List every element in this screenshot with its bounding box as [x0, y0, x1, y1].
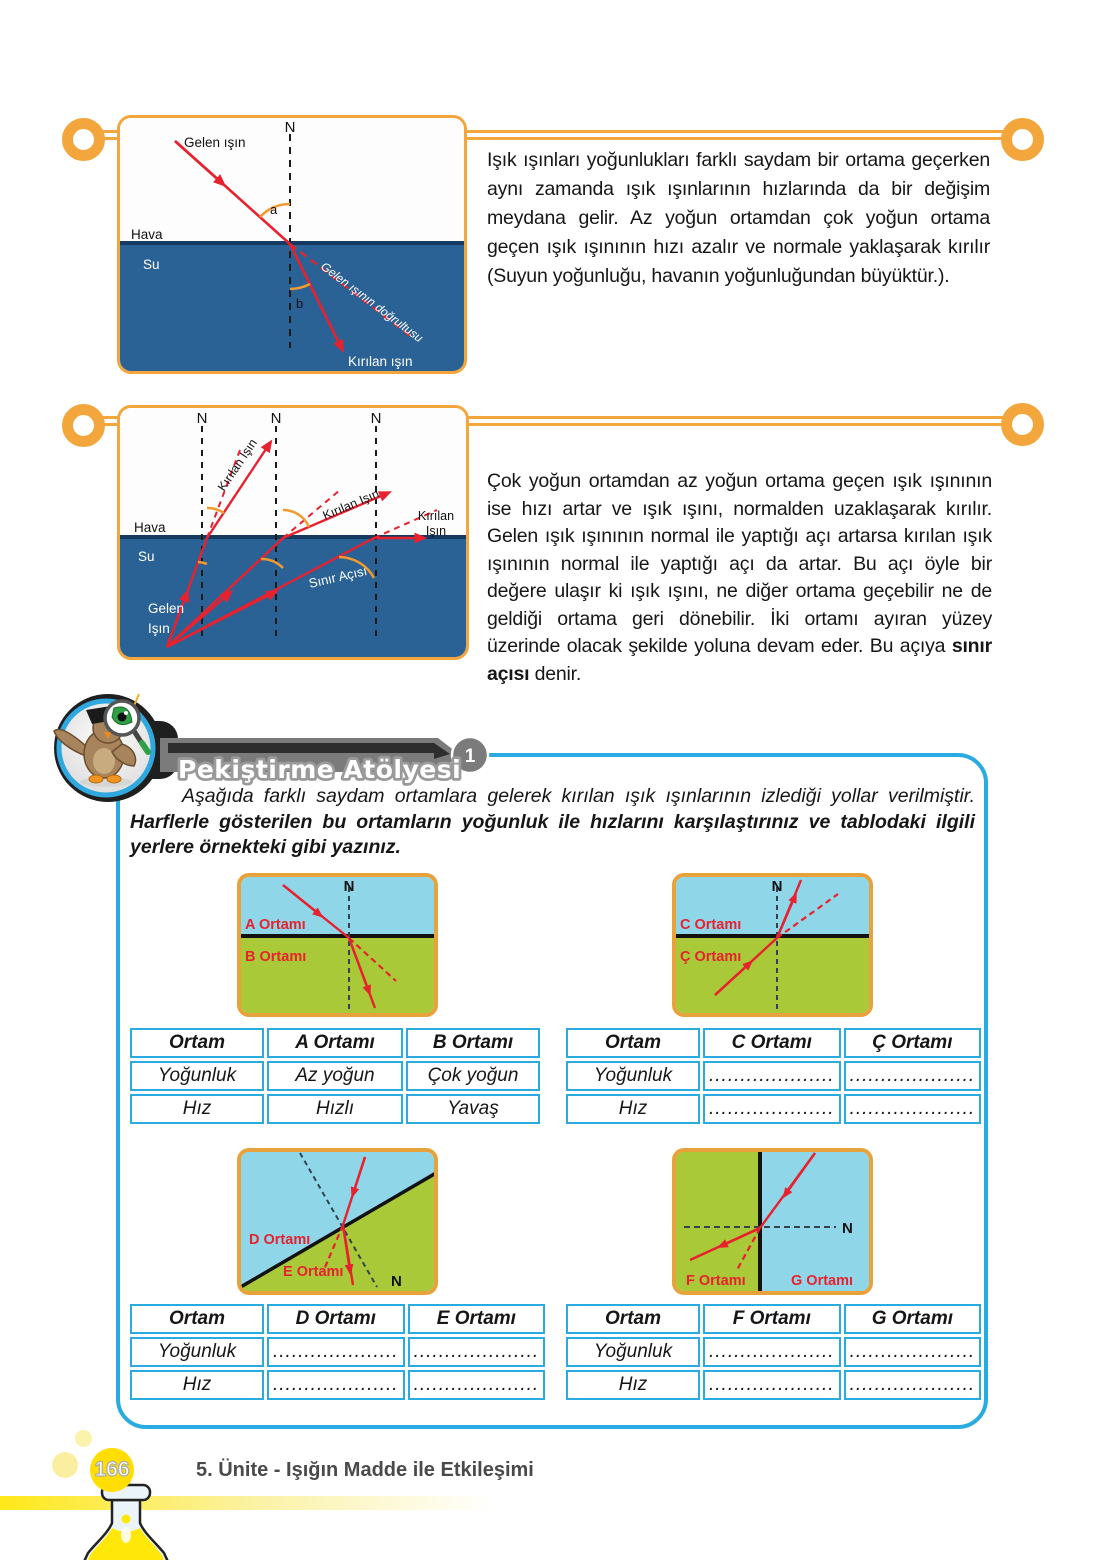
- row-label: Yoğunluk: [130, 1337, 264, 1367]
- normal-label-3: N: [370, 410, 382, 427]
- boundary-line: [758, 1152, 762, 1291]
- table-row: [566, 1370, 981, 1400]
- answer-blank: ....................: [267, 1337, 405, 1367]
- diagram-de: [237, 1148, 438, 1295]
- workshop-instructions: [130, 784, 975, 861]
- answer-blank: ....................: [844, 1337, 982, 1367]
- ring-icon: [62, 118, 105, 161]
- row-label: Hız: [566, 1370, 700, 1400]
- para2-end: denir.: [529, 662, 582, 685]
- limit-angle-label: Sınır Açısı: [307, 562, 369, 591]
- table-header-row: [130, 1304, 545, 1334]
- boundary-line: [241, 934, 434, 938]
- table-fg: [563, 1301, 984, 1403]
- ring-icon: [1001, 403, 1044, 446]
- incident-ray-label: Gelen ışın: [184, 135, 246, 150]
- table-row: [130, 1094, 540, 1124]
- instructions-bold: Harflerle gösterilen bu ortamların yoğunluk ile hızlarını karşılaştırınız ve tablodaki ilgili yerlere örnekteki gibi yazınız.: [130, 810, 975, 858]
- refracted-label-3b: Işın: [425, 524, 447, 538]
- header-cell: A Ortamı: [267, 1028, 403, 1058]
- table-row: [566, 1094, 981, 1124]
- banner-stripe: [168, 743, 434, 753]
- paragraph-limit-angle: [487, 468, 992, 688]
- owl-foot: [89, 775, 103, 783]
- header-cell: C Ortamı: [703, 1028, 841, 1058]
- normal-label-2: N: [270, 410, 282, 427]
- header-cell: B Ortamı: [406, 1028, 540, 1058]
- table-row: [130, 1061, 540, 1091]
- diagram-cc: [672, 873, 873, 1017]
- answer-blank: ....................: [408, 1370, 546, 1400]
- refracted-ray-label: Kırılan ışın: [348, 354, 413, 369]
- paragraph-dense-medium: Işık ışınları yoğunlukları farklı saydam bir ortama geçerken aynı zamanda ışık ışınlarının hızlarında da bir değişim meydana gelir. Az yoğun ortamdan çok yoğun ortama geçen ışık ışınının hızı azalır ve normale yaklaşarak kırılır (Suyun yoğunluğu, havanın yoğunluğundan büyüktür.).: [487, 149, 990, 287]
- medium-f-label: F Ortamı: [686, 1273, 746, 1289]
- connector-pipe-right-2: [466, 416, 1003, 426]
- answer-blank: ....................: [703, 1061, 841, 1091]
- unit-footer-title: 5. Ünite - Işığın Madde ile Etkileşimi: [196, 1459, 534, 1481]
- deco-dot: [75, 1430, 92, 1447]
- header-cell: Ortam: [566, 1304, 700, 1334]
- air-region: [120, 118, 464, 244]
- incident-label-l2: Işın: [148, 621, 170, 636]
- water-label: Su: [143, 257, 160, 272]
- header-cell: Ortam: [130, 1304, 264, 1334]
- header-cell: F Ortamı: [703, 1304, 841, 1334]
- header-cell: D Ortamı: [267, 1304, 405, 1334]
- answer-blank: ....................: [844, 1370, 982, 1400]
- answer-blank: ....................: [703, 1094, 841, 1124]
- table-row: [566, 1061, 981, 1091]
- water-region: [120, 538, 466, 657]
- water-label: Su: [138, 549, 155, 564]
- workshop-title: Pekiştirme Atölyesi: [178, 755, 462, 784]
- angle-a-label: a: [270, 202, 278, 217]
- answer-blank: ....................: [703, 1337, 841, 1367]
- boundary-line: [676, 934, 869, 938]
- normal-label: N: [284, 119, 296, 136]
- table-row: [566, 1337, 981, 1367]
- refracted-label-3a: Kırılan: [417, 509, 455, 523]
- table-header-row: [566, 1304, 981, 1334]
- medium-c-label: C Ortamı: [680, 917, 742, 933]
- table-cc: [563, 1025, 984, 1127]
- ring-icon: [1001, 118, 1044, 161]
- normal-label: N: [391, 1273, 402, 1290]
- header-cell: E Ortamı: [408, 1304, 546, 1334]
- workshop-banner: [160, 728, 505, 786]
- diagram-ab: [237, 873, 438, 1017]
- row-label: Hız: [130, 1370, 264, 1400]
- table-header-row: [566, 1028, 981, 1058]
- header-cell: Ortam: [130, 1028, 264, 1058]
- table-row: [130, 1370, 545, 1400]
- normal-label: N: [771, 878, 783, 895]
- table-ab: [127, 1025, 543, 1127]
- normal-label: N: [343, 878, 355, 895]
- owl-foot: [107, 775, 121, 783]
- connector-pipe-right-1: [466, 130, 1003, 140]
- flask-bubble: [121, 1527, 131, 1543]
- medium-g-label: G Ortamı: [791, 1273, 854, 1289]
- incident-label-l1: Gelen: [148, 601, 185, 616]
- table-header-row: [130, 1028, 540, 1058]
- deco-dot: [52, 1452, 78, 1478]
- row-label: Yoğunluk: [130, 1061, 264, 1091]
- air-label: Hava: [131, 227, 163, 242]
- owl-eye-highlight: [124, 711, 128, 715]
- air-label: Hava: [134, 520, 166, 535]
- row-label: Hız: [566, 1094, 700, 1124]
- cell: Az yoğun: [267, 1061, 403, 1091]
- header-cell: G Ortamı: [844, 1304, 982, 1334]
- medium-cc-label: Ç Ortamı: [680, 949, 742, 965]
- ring-icon: [62, 404, 105, 447]
- answer-blank: ....................: [844, 1061, 982, 1091]
- cell: Hızlı: [267, 1094, 403, 1124]
- answer-blank: ....................: [703, 1370, 841, 1400]
- answer-blank: ....................: [844, 1094, 982, 1124]
- refracted-label-1: Kırılan Işın: [214, 436, 260, 494]
- header-cell: Ortam: [566, 1028, 700, 1058]
- page-number-badge: 166: [90, 1448, 134, 1492]
- row-label: Yoğunluk: [566, 1061, 700, 1091]
- medium-a-label: A Ortamı: [245, 917, 306, 933]
- medium-f-region: [676, 1152, 760, 1291]
- answer-blank: ....................: [408, 1337, 546, 1367]
- answer-blank: ....................: [267, 1370, 405, 1400]
- row-label: Yoğunluk: [566, 1337, 700, 1367]
- refracted-label-2: Kırılan Işın: [320, 486, 382, 523]
- diagram-fg: [672, 1148, 873, 1295]
- header-cell: Ç Ortamı: [844, 1028, 982, 1058]
- normal-label-1: N: [196, 410, 208, 427]
- normal-label: N: [842, 1220, 853, 1237]
- flask-icon: [68, 1481, 188, 1560]
- medium-e-label: E Ortamı: [283, 1264, 344, 1280]
- figure-refraction-into-water: [117, 115, 467, 374]
- medium-b-label: B Ortamı: [245, 949, 307, 965]
- cell: Çok yoğun: [406, 1061, 540, 1091]
- cell: Yavaş: [406, 1094, 540, 1124]
- medium-d-label: D Ortamı: [249, 1232, 311, 1248]
- para2-bold-term: sınır açısı: [487, 635, 992, 685]
- table-de: [127, 1301, 548, 1403]
- table-row: [130, 1337, 545, 1367]
- air-region: [120, 408, 466, 538]
- row-label: Hız: [130, 1094, 264, 1124]
- instructions-regular: Aşağıda farklı saydam ortamlara gelerek kırılan ışık ışınlarının izlediği yollar verilmiştir.: [182, 785, 975, 807]
- figure-limit-angle: [117, 405, 469, 660]
- flask-drop: [122, 1515, 131, 1524]
- workshop-number: 1: [464, 746, 476, 767]
- water-region: [120, 244, 464, 371]
- incident-direction-label: Gelen ışının doğrultusu: [318, 259, 426, 346]
- para2-text: Çok yoğun ortamdan az yoğun ortama geçen ışık ışınının ise hızı artar ve ışık ışını, normalden uzaklaşarak kırılır. Gelen ışık ışınının normal ile yaptığı açı artarsa kırılan ışık ışınının normal ile yaptığı açı da artar. Bu açı öyle bir değere ulaşır ki ışık ışını, ne diğer ortama geçebilir ne de geldiği ortama geri dönebilir. İki ortamı ayıran yüzey üzerinde olacak şekilde yoluna devam eder. Bu açıya: [487, 470, 992, 657]
- angle-b-label: b: [296, 296, 304, 311]
